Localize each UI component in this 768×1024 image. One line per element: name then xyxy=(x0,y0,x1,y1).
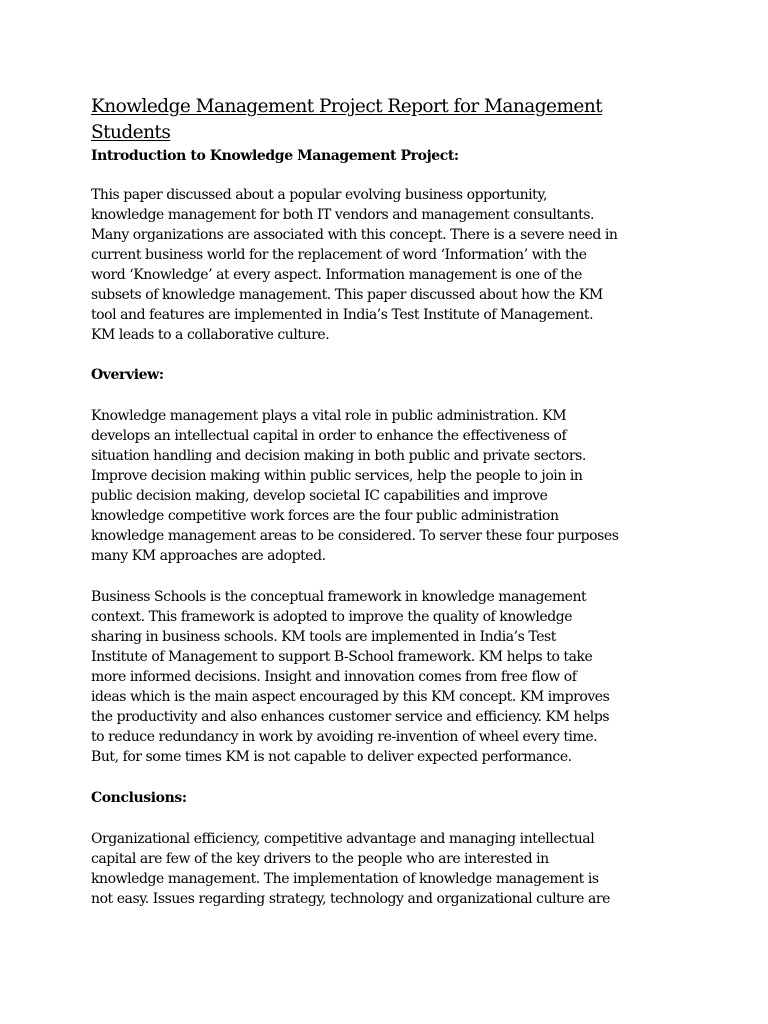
text-line: knowledge management for both IT vendors and management consultants. xyxy=(91,207,594,223)
text-line: develops an intellectual capital in order to enhance the effectiveness of xyxy=(91,428,567,444)
document-title-line: Knowledge Management Project Report for Management xyxy=(91,96,603,117)
text-line: current business world for the replacement of word ‘Information’ with the xyxy=(91,247,587,263)
document-title-line: Students xyxy=(91,122,171,143)
section-heading-introduction: Introduction to Knowledge Management Project: xyxy=(91,148,459,164)
section-heading-overview: Overview: xyxy=(91,367,164,383)
conclusions-paragraph xyxy=(91,829,691,909)
text-line: Organizational efficiency, competitive advantage and managing intellectual xyxy=(91,831,595,847)
text-line: KM leads to a collaborative culture. xyxy=(91,327,330,343)
text-line: tool and features are implemented in India’s Test Institute of Management. xyxy=(91,307,594,323)
text-line: the productivity and also enhances customer service and efficiency. KM helps xyxy=(91,709,610,725)
text-line: Institute of Management to support B-School framework. KM helps to take xyxy=(91,649,593,665)
text-line: context. This framework is adopted to improve the quality of knowledge xyxy=(91,609,573,625)
overview-paragraph xyxy=(91,406,691,566)
text-line: not easy. Issues regarding strategy, technology and organizational culture are xyxy=(91,891,610,907)
text-line: knowledge management. The implementation of knowledge management is xyxy=(91,871,599,887)
text-line: ideas which is the main aspect encouraged by this KM concept. KM improves xyxy=(91,689,610,705)
text-line: Business Schools is the conceptual framework in knowledge management xyxy=(91,589,587,605)
text-line: Improve decision making within public services, help the people to join in xyxy=(91,468,583,484)
text-line: public decision making, develop societal IC capabilities and improve xyxy=(91,488,548,504)
business-schools-paragraph xyxy=(91,587,691,767)
text-line: capital are few of the key drivers to the people who are interested in xyxy=(91,851,549,867)
document-page xyxy=(91,94,691,909)
text-line: sharing in business schools. KM tools are implemented in India’s Test xyxy=(91,629,556,645)
text-line: But, for some times KM is not capable to deliver expected performance. xyxy=(91,749,572,765)
text-line: subsets of knowledge management. This paper discussed about how the KM xyxy=(91,287,603,303)
text-line: Knowledge management plays a vital role in public administration. KM xyxy=(91,408,567,424)
text-line: to reduce redundancy in work by avoiding re-invention of wheel every time. xyxy=(91,729,598,745)
text-line: knowledge competitive work forces are the four public administration xyxy=(91,508,559,524)
text-line: Many organizations are associated with this concept. There is a severe need in xyxy=(91,227,618,243)
text-line: more informed decisions. Insight and innovation comes from free flow of xyxy=(91,669,577,685)
section-heading-conclusions: Conclusions: xyxy=(91,790,187,806)
text-line: word ‘Knowledge’ at every aspect. Information management is one of the xyxy=(91,267,582,283)
text-line: knowledge management areas to be considered. To server these four purposes xyxy=(91,528,619,544)
text-line: This paper discussed about a popular evolving business opportunity, xyxy=(91,187,547,203)
text-line: situation handling and decision making in both public and private sectors. xyxy=(91,448,586,464)
text-line: many KM approaches are adopted. xyxy=(91,548,326,564)
introduction-paragraph xyxy=(91,185,691,345)
document-title xyxy=(91,94,691,146)
